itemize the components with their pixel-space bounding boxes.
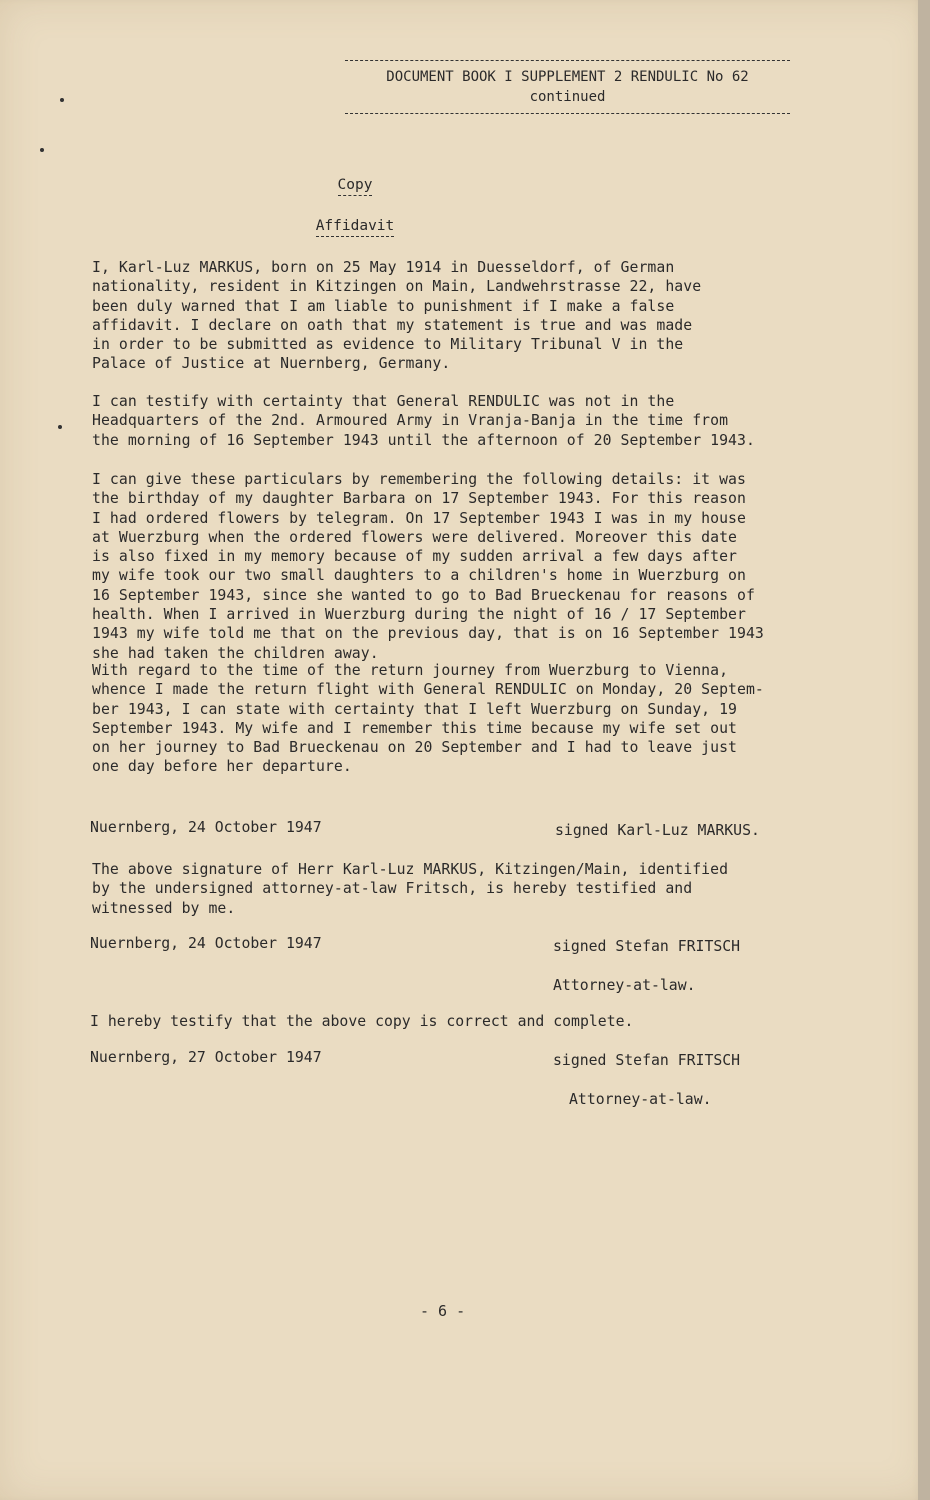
paragraph-certification: I hereby testify that the above copy is correct and complete. [90,1013,634,1030]
paper-speck [40,148,44,152]
signature-place-date-1: Nuernberg, 24 October 1947 [90,819,322,836]
paper-speck [60,98,64,102]
signature-place-date-3: Nuernberg, 27 October 1947 [90,1049,322,1066]
signature-line-2: signed Stefan FRITSCH [553,938,741,955]
page-number: - 6 - [420,1302,466,1320]
signature-line-1: signed Karl-Luz MARKUS. [555,822,760,839]
signature-place-date-2: Nuernberg, 24 October 1947 [90,935,322,952]
paragraph-testimony: I can testify with certainty that General RENDULIC was not in the Headquarters of the 2nd. Armoured Army in Vranja-Banja in the time from the morning of 16 September 1943 until the afternoon of 20 September 1943. [92,393,755,449]
signature-line-3: signed Stefan FRITSCH [553,1052,741,1069]
paragraph-particulars: I can give these particulars by remembering the following details: it was the birthday of my daughter Barbara on 17 September 1943. For this reason I had ordered flowers by telegram. On 17 September 1943 I was in my house at Wuerzburg when the ordered flowers were delivered. Moreover this date is also fixed in my memory because of my sudden arrival a few days after my wife took our two small daughters to a children's home in Wuerzburg on 16 September 1943, since she wanted to go to Bad Brueckenau for reasons of health. When I arrived in Wuerzburg during the night of 16 / 17 September 1943 my wife told me that on the previous day, that is on 16 September 1943 she had taken the children away. [92,471,764,662]
signature-title-2: Attorney-at-law. [553,977,696,994]
header-title: DOCUMENT BOOK I SUPPLEMENT 2 RENDULIC No 62 [386,69,749,85]
paragraph-declaration: I, Karl-Luz MARKUS, born on 25 May 1914 in Duesseldorf, of German nationality, resident in Kitzingen on Main, Landwehrstrasse 22, have been duly warned that I am liable to punishment if I make a false affidavit. I declare on oath that my statement is true and was made in order to be submitted as evidence to Military Tribunal V in the Palace of Justice at Nuernberg, Germany. [92,259,702,373]
paper-speck [58,425,62,429]
header-rule-top [345,60,790,61]
document-header [345,60,790,114]
page-edge [918,0,930,1500]
signature-title-3: Attorney-at-law. [569,1091,712,1108]
header-rule-bottom [345,113,790,114]
affidavit-heading: Affidavit [250,218,460,237]
paragraph-witness: The above signature of Herr Karl-Luz MARKUS, Kitzingen/Main, identified by the undersigned attorney-at-law Fritsch, is hereby testified and witnessed by me. [92,861,729,917]
paragraph-return-journey: With regard to the time of the return journey from Wuerzburg to Vienna, whence I made the return flight with General RENDULIC on Monday, 20 Septem- ber 1943, I can state with certainty that I left Wuerzburg on Sunday, 19 September 1943. My wife and I remember this time because my wife set out on her journey to Bad Brueckenau on 20 September and I had to leave just one day before her departure. [92,662,764,776]
copy-heading: Copy [250,177,460,196]
header-subtitle: continued [529,89,606,105]
